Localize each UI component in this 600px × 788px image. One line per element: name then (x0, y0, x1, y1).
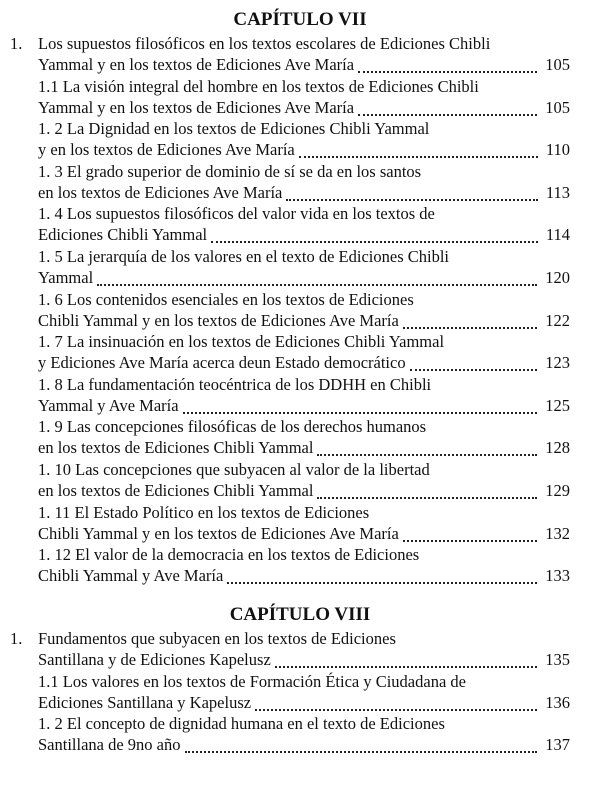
dot-leader (358, 69, 537, 73)
toc-entry (0, 416, 600, 458)
dot-leader (183, 410, 537, 414)
toc-entry-line (0, 502, 600, 523)
toc-entry (0, 76, 600, 118)
toc-entry-line (0, 161, 600, 182)
dot-leader (211, 239, 538, 243)
toc-entry-line (0, 628, 600, 649)
toc-entry-line (0, 352, 600, 373)
entry-title-text: 1. 11 El Estado Político en los textos de Ediciones (38, 502, 370, 522)
toc-entry (0, 203, 600, 245)
toc-entry-line (0, 76, 600, 97)
dot-leader (403, 325, 537, 329)
entry-title-text: 1.1 Los valores en los textos de Formación Ética y Ciudadana de (38, 671, 466, 691)
page-number: 132 (545, 523, 570, 543)
toc-entry-line (0, 246, 600, 267)
dot-leader (317, 452, 537, 456)
toc-entry-line (0, 289, 600, 310)
entry-title-text: Yammal y Ave María (38, 395, 179, 415)
toc-entry-line (0, 374, 600, 395)
toc-entry-line (0, 331, 600, 352)
dot-leader (299, 154, 538, 158)
page-number: 120 (545, 268, 570, 287)
toc-entry (0, 671, 600, 713)
entry-title-text: 1. 12 El valor de la democracia en los textos de Ediciones (38, 545, 420, 565)
dot-leader (255, 707, 537, 711)
toc-entry-line (0, 139, 600, 160)
page-number: 105 (545, 97, 570, 117)
toc-entry-line (0, 713, 600, 734)
toc-entry (0, 33, 600, 75)
entry-title-text: y Ediciones Ave María acerca deun Estado democrático (38, 353, 406, 373)
toc-entry (0, 331, 600, 373)
toc-entry-line (0, 734, 600, 755)
toc-entry-line (0, 544, 600, 565)
toc-entry-line (0, 224, 600, 245)
page-number: 128 (545, 438, 570, 458)
toc-entry (0, 628, 600, 670)
toc-entry (0, 713, 600, 755)
page-number: 133 (545, 566, 570, 586)
toc-entry (0, 459, 600, 501)
toc-entry-line (0, 416, 600, 437)
toc-entry-line (0, 459, 600, 480)
dot-leader (97, 282, 537, 286)
toc-entry (0, 502, 600, 544)
entry-title-text: Chibli Yammal y en los textos de Ediciones Ave María (38, 523, 399, 543)
page-number: 129 (545, 481, 570, 500)
entry-title-text: Yammal (38, 268, 94, 287)
entry-title-text: 1. 4 Los supuestos filosóficos del valor vida en los textos de (38, 204, 435, 224)
entry-title-text: Chibli Yammal y en los textos de Ediciones Ave María (38, 310, 399, 330)
toc-entry-line (0, 692, 600, 713)
entry-title-text: Santillana de 9no año (38, 735, 181, 755)
page-number: 114 (545, 225, 570, 245)
toc-entry-line (0, 437, 600, 458)
toc-entry (0, 246, 600, 288)
page-number: 135 (545, 650, 570, 669)
toc-entry-line (0, 649, 600, 670)
toc-entry-line (0, 54, 600, 75)
entry-title-text: en los textos de Ediciones Chibli Yammal (38, 438, 314, 458)
toc-entry-line (0, 182, 600, 203)
toc-entry (0, 544, 600, 586)
chapter-heading: CAPÍTULO VIII (229, 604, 371, 625)
dot-leader (358, 112, 537, 116)
page-number: 105 (545, 55, 570, 74)
entry-title-text: Ediciones Chibli Yammal (38, 225, 208, 245)
entry-title-text: 1. 7 La insinuación en los textos de Ediciones Chibli Yammal (38, 332, 445, 352)
entry-title-text: 1. 8 La fundamentación teocéntrica de los DDHH en Chibli (38, 374, 432, 394)
page-number: 137 (545, 735, 570, 755)
toc-entry-line (0, 565, 600, 586)
page-number: 125 (545, 395, 570, 415)
toc-entry (0, 118, 600, 160)
entry-title-text: 1. 2 El concepto de dignidad humana en el texto de Ediciones (38, 714, 445, 734)
chapter-heading: CAPÍTULO VII (233, 9, 367, 30)
toc-entry-line (0, 118, 600, 139)
entry-number: 1. (10, 34, 23, 53)
toc-entry-line (0, 395, 600, 416)
dot-leader (410, 367, 537, 371)
dot-leader (227, 580, 537, 584)
entry-number: 1. (10, 629, 23, 648)
page-number: 122 (545, 310, 570, 330)
dot-leader (403, 538, 537, 542)
toc-entry-line (0, 671, 600, 692)
entry-title-text: Yammal y en los textos de Ediciones Ave María (38, 55, 355, 74)
entry-title-text: 1. 9 Las concepciones filosóficas de los derechos humanos (38, 417, 427, 437)
toc-entry-line (0, 97, 600, 118)
entry-title-text: 1. 3 El grado superior de dominio de sí se da en los santos (38, 161, 422, 181)
dot-leader (286, 197, 538, 201)
dot-leader (317, 495, 537, 499)
toc-entry-line (0, 33, 600, 54)
entry-title-text: 1.1 La visión integral del hombre en los textos de Ediciones Chibli (38, 76, 479, 96)
entry-title-text: 1. 5 La jerarquía de los valores en el texto de Ediciones Chibli (38, 247, 450, 266)
entry-title-text: Fundamentos que subyacen en los textos de Ediciones (38, 629, 396, 648)
toc-entry-line (0, 310, 600, 331)
toc-entry-line (0, 203, 600, 224)
toc-entry-line (0, 523, 600, 544)
entry-title-text: Santillana y de Ediciones Kapelusz (38, 650, 271, 669)
dot-leader (275, 664, 537, 668)
entry-title-text: 1. 6 Los contenidos esenciales en los textos de Ediciones (38, 289, 414, 309)
toc-entry (0, 289, 600, 331)
toc-entry-line (0, 267, 600, 288)
toc-entry (0, 374, 600, 416)
entry-title-text: Chibli Yammal y Ave María (38, 566, 224, 586)
page-number: 113 (545, 182, 570, 202)
entry-title-text: Los supuestos filosóficos en los textos escolares de Ediciones Chibli (38, 34, 491, 53)
entry-title-text: en los textos de Ediciones Chibli Yammal (38, 481, 314, 500)
entry-title-text: Ediciones Santillana y Kapelusz (38, 692, 252, 712)
dot-leader (185, 749, 537, 753)
entry-title-text: Yammal y en los textos de Ediciones Ave María (38, 97, 355, 117)
entry-title-text: 1. 2 La Dignidad en los textos de Ediciones Chibli Yammal (38, 119, 430, 139)
toc-entry-line (0, 480, 600, 501)
page-number: 110 (545, 140, 570, 160)
page-number: 123 (545, 353, 570, 373)
entry-title-text: en los textos de Ediciones Ave María (38, 182, 283, 202)
page-number: 136 (545, 692, 570, 712)
toc-entry (0, 161, 600, 203)
entry-title-text: 1. 10 Las concepciones que subyacen al valor de la libertad (38, 460, 430, 479)
entry-title-text: y en los textos de Ediciones Ave María (38, 140, 295, 160)
